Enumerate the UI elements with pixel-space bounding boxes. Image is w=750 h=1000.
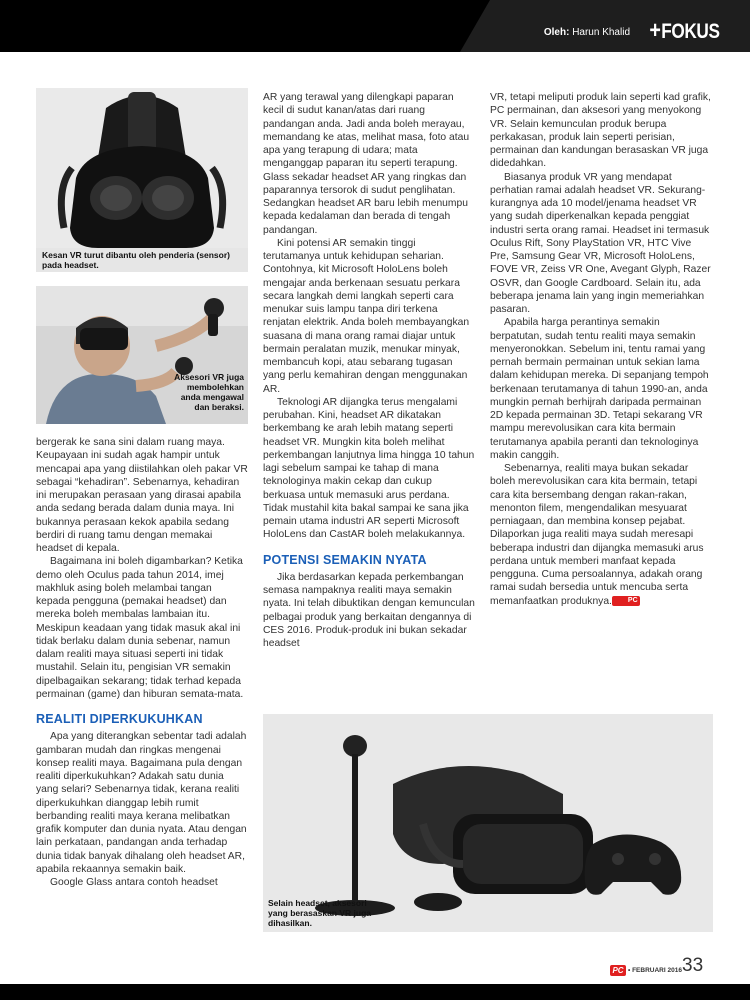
caption-products: Selain headset, aksesori yang berasaskan VR juga dihasilkan. bbox=[268, 898, 371, 928]
headset-photo bbox=[36, 88, 248, 272]
header-bar bbox=[0, 0, 750, 52]
column-3 bbox=[490, 91, 712, 608]
col2-paragraph-1: AR yang terawal yang dilengkapi paparan kecil di sudut kanan/atas dari ruang pandangan anda. Jadi anda boleh merayau, memandang ke atas, melihat masa, foto atau apa yang terapung di udara; mata menganggap paparan itu seperti terapung. Glass sekadar headset AR yang ringkas dan paparannya tersorok di sudut penglihatan. Sedangkan headset AR baru lebih menumpu kepada kedalaman dan berada di tengah pandangan. bbox=[263, 92, 470, 236]
col1-paragraph-2: Bagaimana ini boleh digambarkan? Ketika demo oleh Oculus pada tahun 2014, imej makhluk asing boleh melambai tangan kepada pengguna (pemakai headset) dan mereka boleh membalas lambaian itu. Meskipun keadaan yang tidak masuk akal ini tidak berlaku dalam dunia sebenar, namun dalam realiti maya situasi seperti ini tidak mustahil. Selain itu, pengisian VR semakin dipelbagaikan sekarang; tidak terhad kepada permainan (game) dan hiburan semata-mata. bbox=[36, 556, 244, 700]
byline-prefix: Oleh: bbox=[543, 27, 570, 38]
col1-paragraph-4: Google Glass antara contoh headset bbox=[50, 877, 218, 888]
section-plus: + bbox=[649, 17, 661, 44]
caption-accessory: Aksesori VR juga membolehkan anda mengawal dan beraksi. bbox=[174, 372, 244, 412]
col2-paragraph-3: Teknologi AR dijangka terus mengalami perubahan. Kini, headset AR dikatakan berkembang ke arah lebih matang seperti headset VR. Mungkin kita boleh melihat perkembangan lanjutnya lima hingga 10 tahun lagi sebelum sampai ke tahap di mana teknologinya makin cekap dan cukup berkuasa untuk memasuki arus perdana. Tidak mustahil kita bakal sampai ke sana jika pemain utama industri AR seperti Microsoft HoloLens dan CastAR boleh melakukannya. bbox=[263, 396, 475, 541]
page-number: 33 bbox=[682, 955, 704, 976]
col2-paragraph-2: Kini potensi AR semakin tinggi terutamanya untuk kehidupan seharian. Contohnya, kit Microsoft HoloLens boleh mengajar anda berkenaan sesuatu perkara secara langkah demi langkah seperti cara menukar suis lampu tanpa diri terkena renjatan elektrik. Anda boleh membayangkan suasana di mana orang ramai diajar untuk bermain peralatan muzik, menukar minyak, membancuh kopi, atau sebarang tugasan yang perlu kemahiran dengan menggunakan AR. bbox=[263, 237, 470, 395]
col3-paragraph-3: Apabila harga perantinya semakin berpatutan, sudah tentu realiti maya semakin menyeronokkan. Sebelum ini, tentu ramai yang pernah bermain permainan untuk sekian lama dalam kehidupan mereka. Di sepanjang tempoh berkenaan terutamanya di tahun 1990-an, anda mungkin pernah berhijrah daripada permainan 2D kepada permainan 3D. Tetapi sekarang VR mampu merevolusikan cara kita bermain terutamanya apabila peranti dan teknologinya makin canggih. bbox=[490, 317, 709, 461]
end-mark: PC bbox=[612, 596, 640, 606]
col3-paragraph-4 bbox=[490, 462, 712, 608]
col3-paragraph-1: VR, tetapi meliputi produk lain seperti kad grafik, PC permainan, dan aksesori yang menyokong VR. Selain kemunculan produk berupa perkakasan, produk lain seperti perisian, permainan dan kandungan berasaskan VR juga didedahkan. bbox=[490, 92, 711, 170]
footer-brand: PC bbox=[610, 965, 626, 976]
heading-realiti-diperkukuhkan: REALITI DIPERKUKUHKAN bbox=[36, 712, 203, 726]
footer-issue: • FEBRUARI 2016 bbox=[628, 967, 682, 974]
headset-illustration bbox=[36, 88, 248, 272]
footer-bar bbox=[0, 984, 750, 1000]
col1-paragraph-3: Apa yang diterangkan sebentar tadi adalah gambaran mudah dan ringkas mengenai konsep realiti maya. Bagaimana pula dengan realiti diperkukuhkan? Adakah satu dunia yang selari? Sebenarnya tidak, kerana realiti diperkukuhkan dianggap lebih rumit berbanding realiti maya kerana melibatkan grafik komputer dan dunia nyata. Atau dengan lain perkataan, pandangan anda terhadap dunia tidak banyak dihalang oleh headset AR, apabila rekaannya semakin baik. bbox=[36, 731, 247, 875]
byline bbox=[544, 27, 630, 38]
col3-paragraph-2: Biasanya produk VR yang mendapat perhatian ramai adalah headset VR. Sekurang-kurangnya ada 10 model/jenama headset VR yang sudah diperkenalkan kepada penggiat industri serta orang ramai. Headset ini termasuk Oculus Rift, Sony PlayStation VR, HTC Vive Pre, Samsung Gear VR, Microsoft HoloLens, FOVE VR, Zeiss VR One, Avegant Glyph, Razer OSVR, dan Google Cardboard. Selain itu, ada beberapa jenama lain yang ingin memeriahkan pasaran. bbox=[490, 171, 711, 315]
column-2 bbox=[263, 91, 475, 650]
column-1 bbox=[36, 436, 248, 889]
heading-potensi-semakin-nyata: POTENSI SEMAKIN NYATA bbox=[263, 552, 427, 567]
col2-paragraph-4: Jika berdasarkan kepada perkembangan semasa nampaknya realiti maya semakin nyata. Ini telah dibuktikan dengan kemunculan pelbagai produk yang berkaitan dengannya di CES 2016. Produk-produk ini bukan sekadar headset bbox=[263, 571, 475, 649]
col1-paragraph-1: bergerak ke sana sini dalam ruang maya. Keupayaan ini sudah agak hampir untuk mencapai apa yang diistilahkan oleh pakar VR sebagai “kehadiran”. Sebenarnya, kehadiran ini merupakan perasaan yang dirasai apabila anda sedang berada dalam dunia maya. Ini bukannya perasaan kekok apabila sedang berdiri di ruang tamu dengan memakai headset di kepala. bbox=[36, 437, 248, 554]
byline-author: Harun Khalid bbox=[572, 27, 630, 38]
section-tag bbox=[650, 17, 720, 45]
col3-paragraph-4-text: Sebenarnya, realiti maya bukan sekadar boleh merevolusikan cara kita bermain, tetapi cara kita bersembang dengan rakan-rakan, menonton filem, mengendalikan mesyuarat perniagaan, dan membina konsep pejabat. Dilaporkan juga realiti maya sudah meresapi beberapa industri dan dijangka memasuki arus perdana untuk memberi manfaat kepada pengguna. Cuma persoalannya, adakah orang ramai sudah bersedia untuk mencuba serta memanfaatkan produknya. bbox=[490, 463, 704, 607]
caption-headset: Kesan VR turut dibantu oleh penderia (sensor) pada headset. bbox=[42, 250, 230, 270]
section-name: FOKUS bbox=[661, 20, 720, 43]
